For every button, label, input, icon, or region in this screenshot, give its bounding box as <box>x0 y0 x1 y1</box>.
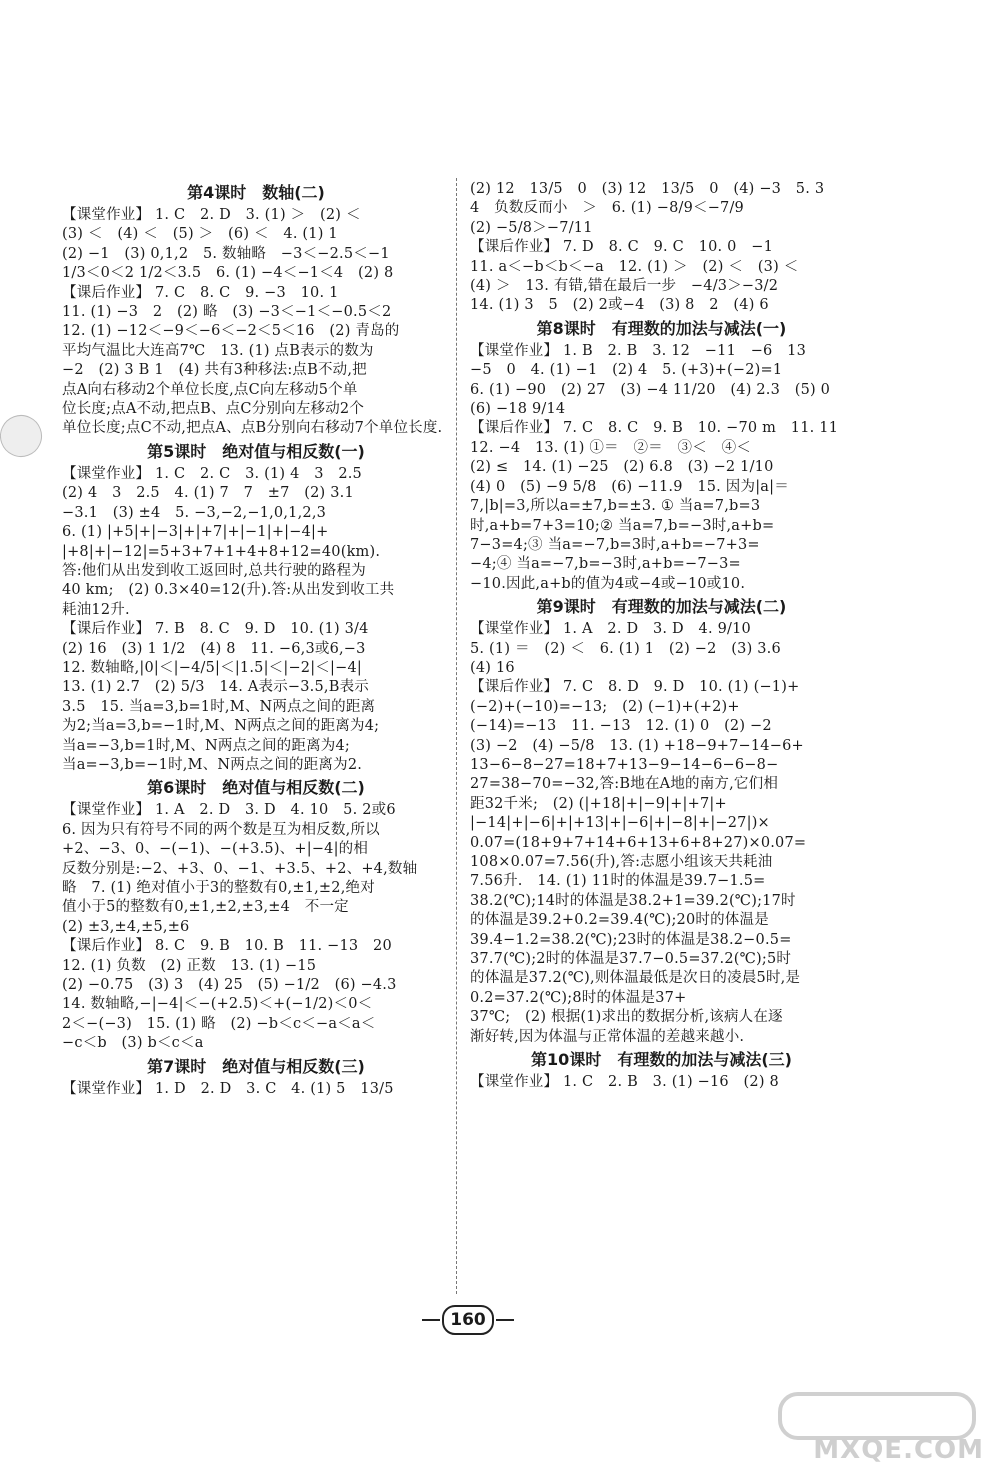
answer-line: 0.07=(18+9+7+14+6+13+6+8+27)×0.07= <box>470 834 807 851</box>
lesson-title: 第5课时 绝对值与相反数(一) <box>147 441 365 461</box>
answer-line: 【课堂作业】 1. A 2. D 3. D 4. 10 5. 2或6 <box>62 802 396 819</box>
answer-line: 39.4−1.2=38.2(℃);23时的体温是38.2−0.5= <box>470 931 792 948</box>
answer-line: 12. 数轴略,|0|＜|−4/5|＜|1.5|＜|−2|＜|−4| <box>62 659 362 676</box>
answer-line: 当a=−3,b=−1时,M、N两点之间的距离为2. <box>62 756 363 773</box>
answer-line: 【课后作业】 7. C 8. C 9. −3 10. 1 <box>62 284 339 301</box>
right-column <box>470 180 853 1092</box>
answer-line: (−2)+(−10)=−13; (2) (−1)+(+2)+ <box>470 698 740 715</box>
answer-block <box>470 342 853 594</box>
watermark-logo <box>778 1392 976 1440</box>
answer-line: 14. 数轴略,−|−4|＜−(+2.5)＜+(−1/2)＜0＜ <box>62 996 373 1013</box>
answer-line: 6. (1) −90 (2) 27 (3) −4 11/20 (4) 2.3 (5) 0 <box>470 381 831 398</box>
lesson-title: 第6课时 绝对值与相反数(二) <box>147 778 365 798</box>
page-number: 160 <box>442 1305 494 1335</box>
answer-line: (2) ≤ 14. (1) −25 (2) 6.8 (3) −2 1/10 <box>470 459 774 476</box>
answer-line: 14. (1) 3 5 (2) 2或−4 (3) 8 2 (4) 6 <box>470 297 769 314</box>
answer-line: (4) 16 <box>470 659 515 676</box>
answer-block <box>470 180 853 316</box>
answer-block <box>62 206 450 439</box>
answer-line: 38.2(℃);14时的体温是38.2+1=39.2(℃);17时 <box>470 892 796 909</box>
answer-line: 11. (1) −3 2 (2) 略 (3) −3＜−1＜−0.5＜2 <box>62 304 392 321</box>
answer-line: 当a=−3,b=1时,M、N两点之间的距离为4; <box>62 737 350 754</box>
answer-line: 2＜−(−3) 15. (1) 略 (2) −b＜c＜−a＜a＜ <box>62 1015 376 1032</box>
answer-line: 1/3＜0＜2 1/2＜3.5 6. (1) −4＜−1＜4 (2) 8 <box>62 265 394 282</box>
answer-block <box>62 801 450 1053</box>
answer-line: 3.5 15. 当a=3,b=1时,M、N两点之间的距离 <box>62 698 376 715</box>
answer-line: 为2;当a=3,b=−1时,M、N两点之间的距离为4; <box>62 718 380 735</box>
answer-block <box>470 620 853 1047</box>
answer-line: 【课堂作业】 1. C 2. B 3. (1) −16 (2) 8 <box>470 1074 779 1091</box>
answer-line: (4) 0 (5) −9 5/8 (6) −11.9 15. 因为|a|＝ <box>470 478 789 495</box>
answer-line: 0.2=37.2(℃);8时的体温是37+ <box>470 989 687 1006</box>
answer-line: (2) −0.75 (3) 3 (4) 25 (5) −1/2 (6) −4.3 <box>62 977 397 994</box>
left-column <box>62 180 450 1099</box>
lesson-title: 第9课时 有理数的加法与减法(二) <box>536 597 787 617</box>
answer-line: 【课后作业】 7. D 8. C 9. C 10. 0 −1 <box>470 239 774 256</box>
answer-line: (2) −1 (3) 0,1,2 5. 数轴略 −3＜−2.5＜−1 <box>62 245 390 262</box>
answer-line: 【课堂作业】 1. D 2. D 3. C 4. (1) 5 13/5 <box>62 1080 394 1097</box>
answer-line: 耗油12升. <box>62 601 130 618</box>
answer-line: 6. 因为只有符号不同的两个数是互为相反数,所以 <box>62 821 380 838</box>
answer-line: (−14)=−13 11. −13 12. (1) 0 (2) −2 <box>470 718 772 735</box>
answer-line: 【课堂作业】 1. B 2. B 3. 12 −11 −6 13 <box>470 342 807 359</box>
answer-line: (2) 12 13/5 0 (3) 12 13/5 0 (4) −3 5. 3 <box>470 181 825 197</box>
answer-line: 【课后作业】 7. C 8. C 9. B 10. −70 m 11. 11 <box>470 420 839 437</box>
answer-line: 5. (1) ＝ (2) ＜ 6. (1) 1 (2) −2 (3) 3.6 <box>470 640 781 657</box>
lesson-title: 第8课时 有理数的加法与减法(一) <box>536 318 787 338</box>
answer-line: |+8|+|−12|=5+3+7+1+4+8+12=40(km). <box>62 543 381 560</box>
answer-line: 40 km; (2) 0.3×40=12(升).答:从出发到收工共 <box>62 582 395 599</box>
answer-line: (4) ＞ 13. 有错,错在最后一步 −4/3＞−3/2 <box>470 278 779 295</box>
answer-line: 【课堂作业】 1. C 2. C 3. (1) 4 3 2.5 <box>62 465 362 482</box>
answer-line: 反数分别是:−2、+3、0、−1、+3.5、+2、+4,数轴 <box>62 860 418 877</box>
answer-line: 距32千米; (2) (|+18|+|−9|+|+7|+ <box>470 795 727 812</box>
answer-line: 4 负数反而小 ＞ 6. (1) −8/9＜−7/9 <box>470 200 744 217</box>
margin-stamp <box>0 409 48 463</box>
answer-line: −2 (2) 3 B 1 (4) 共有3种移法:点B不动,把 <box>62 362 367 379</box>
answer-line: 【课堂作业】 1. A 2. D 3. D 4. 9/10 <box>470 621 751 638</box>
answer-line: 平均气温比大连高7℃ 13. (1) 点B表示的数为 <box>62 342 374 359</box>
answer-line: (6) −18 9/14 <box>470 401 566 418</box>
answer-line: −4;④ 当a=−7,b=−3时,a+b=−7−3= <box>470 556 741 573</box>
answer-line: 值小于5的整数有0,±1,±2,±3,±4 不一定 <box>62 899 349 916</box>
answer-line: 7,|b|=3,所以a=±7,b=±3. ① 当a=7,b=3 <box>470 498 761 515</box>
answer-line: −10.因此,a+b的值为4或−4或−10或10. <box>470 575 746 592</box>
answer-line: (2) 16 (3) 1 1/2 (4) 8 11. −6,3或6,−3 <box>62 640 366 657</box>
answer-line: 13. (1) 2.7 (2) 5/3 14. A表示−3.5,B表示 <box>62 679 369 696</box>
answer-line: −5 0 4. (1) −1 (2) 4 5. (+3)+(−2)=1 <box>470 362 783 379</box>
answer-block <box>62 465 450 776</box>
answer-line: 12. (1) −12＜−9＜−6＜−2＜5＜16 (2) 青岛的 <box>62 323 400 340</box>
answer-line: 答:他们从出发到收工返回时,总共行驶的路程为 <box>62 562 366 579</box>
answer-line: 27=38−70=−32,答:B地在A地的南方,它们相 <box>470 776 779 793</box>
answer-line: 时,a+b=7+3=10;② 当a=7,b=−3时,a+b= <box>470 517 775 534</box>
lesson-title: 第7课时 绝对值与相反数(三) <box>147 1056 365 1076</box>
answer-line: 【课堂作业】 1. C 2. D 3. (1) ＞ (2) ＜ <box>62 207 361 223</box>
answer-line: 渐好转,因为体温与正常体温的差越来越小. <box>470 1028 745 1045</box>
answer-line: −3.1 (3) ±4 5. −3,−2,−1,0,1,2,3 <box>62 504 327 521</box>
answer-line: (3) ＜ (4) ＜ (5) ＞ (6) ＜ 4. (1) 1 <box>62 226 338 243</box>
watermark <box>784 1392 984 1467</box>
answer-line: 108×0.07=7.56(升),答:志愿小组该天共耗油 <box>470 854 773 870</box>
watermark-text: MXQE.COM <box>813 1435 984 1465</box>
answer-line: 12. (1) 负数 (2) 正数 13. (1) −15 <box>62 957 317 974</box>
answer-line: 的体温是39.2+0.2=39.4(℃);20时的体温是 <box>470 912 769 929</box>
answer-line: 点A向右移动2个单位长度,点C向左移动5个单 <box>62 381 358 398</box>
column-divider <box>456 178 457 1294</box>
answer-line: 37℃; (2) 根据(1)求出的数据分析,该病人在逐 <box>470 1009 783 1026</box>
answer-line: 6. (1) |+5|+|−3|+|+7|+|−1|+|−4|+ <box>62 524 329 541</box>
lesson-title: 第10课时 有理数的加法与减法(三) <box>531 1050 792 1070</box>
answer-block <box>470 1073 853 1092</box>
answer-line: 【课后作业】 7. C 8. D 9. D 10. (1) (−1)+ <box>470 679 800 696</box>
answer-block <box>62 1080 450 1099</box>
answer-line: 7.56升. 14. (1) 11时的体温是39.7−1.5= <box>470 873 766 890</box>
answer-line: 【课后作业】 7. B 8. C 9. D 10. (1) 3/4 <box>62 621 369 638</box>
answer-line: 11. a＜−b＜b＜−a 12. (1) ＞ (2) ＜ (3) ＜ <box>470 258 799 275</box>
answer-line: 12. −4 13. (1) ①＝ ②＝ ③＜ ④＜ <box>470 439 752 456</box>
answer-line: (3) −2 (4) −5/8 13. (1) +18−9+7−14−6+ <box>470 737 804 754</box>
answer-line: 略 7. (1) 绝对值小于3的整数有0,±1,±2,绝对 <box>62 880 375 896</box>
answer-line: 单位长度;点C不动,把点A、点B分别向右移动7个单位长度. <box>62 420 443 437</box>
answer-line: +2、−3、0、−(−1)、−(+3.5)、+|−4|的相 <box>62 841 369 858</box>
lesson-title: 第4课时 数轴(二) <box>187 183 325 202</box>
answer-line: 位长度;点A不动,把点B、点C分别向左移动2个 <box>62 401 365 418</box>
answer-line: −c＜b (3) b＜c＜a <box>62 1035 204 1052</box>
answer-line: 【课后作业】 8. C 9. B 10. B 11. −13 20 <box>62 938 392 955</box>
answer-line: 13−6−8−27=18+7+13−9−14−6−6−8− <box>470 756 779 773</box>
answer-line: (2) ±3,±4,±5,±6 <box>62 918 190 935</box>
answer-line: |−14|+|−6|+|+13|+|−6|+|−8|+|−27|)× <box>470 815 770 832</box>
answer-line: 37.7(℃);2时的体温是37.7−0.5=37.2(℃);5时 <box>470 951 792 968</box>
answer-line: (2) 4 3 2.5 4. (1) 7 7 ±7 (2) 3.1 <box>62 485 354 502</box>
answer-line: 的体温是37.2(℃),则体温最低是次日的凌晨5时,是 <box>470 970 801 987</box>
answer-line: (2) −5/8＞−7/11 <box>470 219 593 236</box>
answer-line: 7−3=4;③ 当a=−7,b=3时,a+b=−7+3= <box>470 536 760 553</box>
